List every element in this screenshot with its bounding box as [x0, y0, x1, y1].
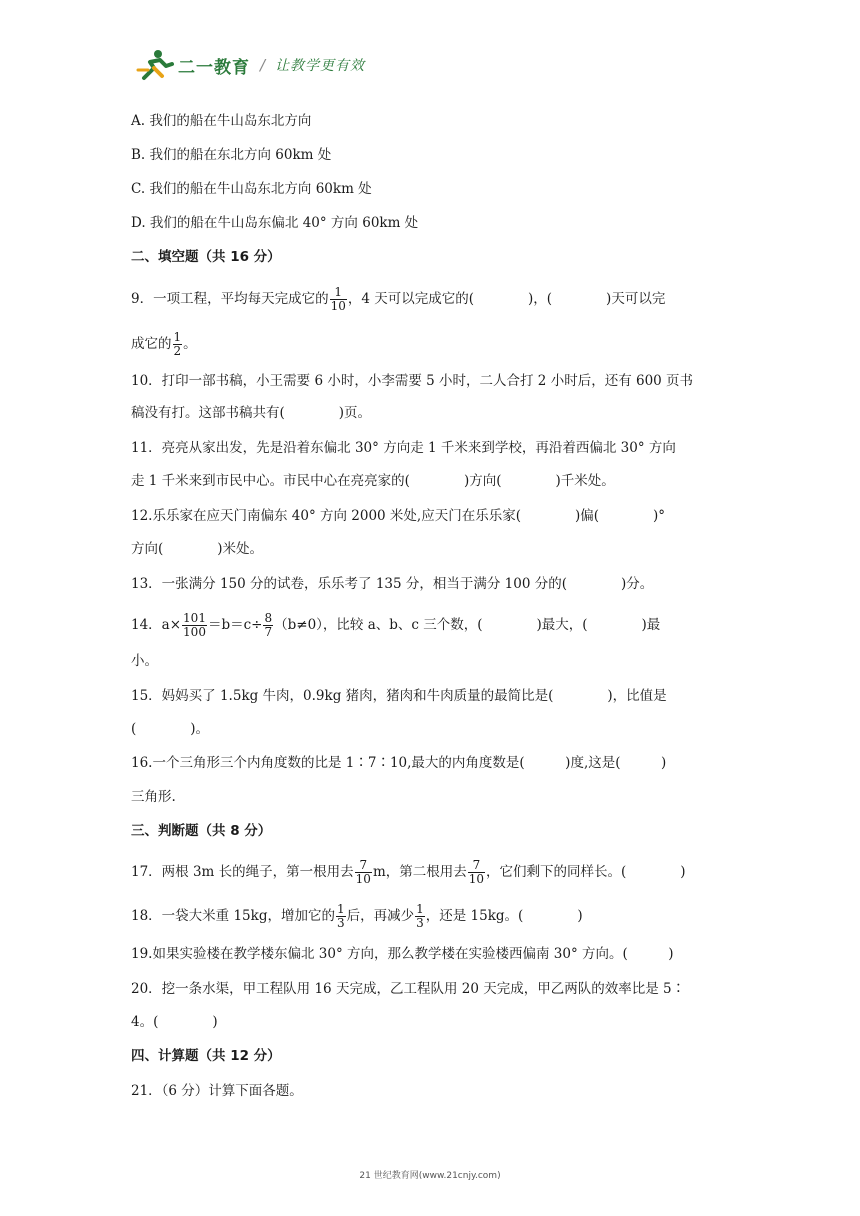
question-10-line2: 稿没有打。这部书稿共有( )页。: [131, 405, 372, 421]
slogan-separator: /: [260, 56, 266, 74]
question-18: 18．一袋大米重 15kg，增加它的 $\frac{1}{3}$ 后，再减少 $\frac{1}{3}$ ，还是 15kg。( ): [131, 902, 583, 930]
option-c: C. 我们的船在牛山岛东北方向 60km 处: [131, 181, 372, 197]
fraction: $\frac{7}{10}$: [355, 858, 371, 886]
question-11-line1: 11．亮亮从家出发，先是沿着东偏北 30° 方向走 1 千米来到学校，再沿着西偏北 30° 方向: [131, 440, 676, 456]
fraction: $\frac{7}{10}$: [468, 858, 485, 886]
fraction: $\frac{1}{3}$: [336, 902, 345, 930]
header: [136, 48, 365, 82]
fraction: $\frac{1}{2}$: [173, 330, 182, 358]
question-20-line2: 4。( ): [131, 1014, 218, 1030]
fraction: $\frac{1}{3}$: [416, 902, 424, 930]
question-12-line1: 12.乐乐家在应天门南偏东 40° 方向 2000 米处,应天门在乐乐家( )偏( )°: [131, 508, 666, 524]
section-calc-heading: 四、计算题（共 12 分）: [131, 1048, 281, 1064]
fraction: $\frac{1}{10}$: [330, 285, 346, 313]
question-14-line2: 小。: [131, 653, 158, 669]
slogan: 让教学更有效: [275, 58, 366, 74]
question-9-line2: 成它的 $\frac{1}{2}$ 。: [131, 330, 197, 358]
question-17: 17．两根 3m 长的绳子，第一根用去 $\frac{7}{10}$ m，第二根用去 $\frac{7}{10}$ ，它们剩下的同样长。( ): [131, 858, 686, 886]
fraction: $\frac{101}{100}$: [183, 611, 206, 639]
footer: 21 世纪教育网(www.21cnjy.com): [359, 1171, 501, 1181]
question-16-line1: 16.一个三角形三个内角度数的比是 1∶7∶10,最大的内角度数是( )度,这是( ): [131, 755, 667, 771]
fraction: $\frac{8}{7}$: [264, 611, 273, 639]
question-15-line2: ( )。: [131, 721, 210, 737]
question-15-line1: 15．妈妈买了 1.5kg 牛肉，0.9kg 猪肉，猪肉和牛肉质量的最简比是( )，比值是: [131, 688, 667, 704]
question-14: 14．a× $\frac{101}{100}$ ＝b＝c÷ $\frac{8}{7}$ （b≠0），比较 a、b、c 三个数，( )最大，( )最: [131, 611, 661, 639]
question-12-line2: 方向( )米处。: [131, 541, 264, 557]
question-19: 19.如果实验楼在教学楼东偏北 30° 方向，那么教学楼在实验楼西偏南 30° 方向。( ): [131, 946, 674, 962]
runner-logo-icon: [136, 48, 176, 82]
question-10-line1: 10．打印一部书稿，小王需要 6 小时，小李需要 5 小时，二人合打 2 小时后，还有 600 页书: [131, 373, 694, 389]
logo-text: 二一教育: [178, 57, 250, 78]
section-judge-heading: 三、判断题（共 8 分）: [131, 823, 272, 839]
question-21: 21．（6 分）计算下面各题。: [131, 1083, 303, 1099]
option-b: B. 我们的船在东北方向 60km 处: [131, 147, 332, 163]
question-20-line1: 20．挖一条水渠，甲工程队用 16 天完成，乙工程队用 20 天完成，甲乙两队的效率比是 5∶: [131, 981, 686, 997]
section-fill-heading: 二、填空题（共 16 分）: [131, 249, 281, 265]
question-11-line2: 走 1 千米来到市民中心。市民中心在亮亮家的( )方向( )千米处。: [131, 473, 615, 489]
option-a: A. 我们的船在牛山岛东北方向: [131, 113, 312, 129]
option-d: D. 我们的船在牛山岛东偏北 40° 方向 60km 处: [131, 215, 419, 231]
question-16-line2: 三角形.: [131, 789, 176, 805]
question-13: 13．一张满分 150 分的试卷，乐乐考了 135 分，相当于满分 100 分的( )分。: [131, 576, 654, 592]
question-9: 9．一项工程，平均每天完成它的 $\frac{1}{10}$ ，4 天可以完成它的( )，( )天可以完: [131, 285, 666, 313]
